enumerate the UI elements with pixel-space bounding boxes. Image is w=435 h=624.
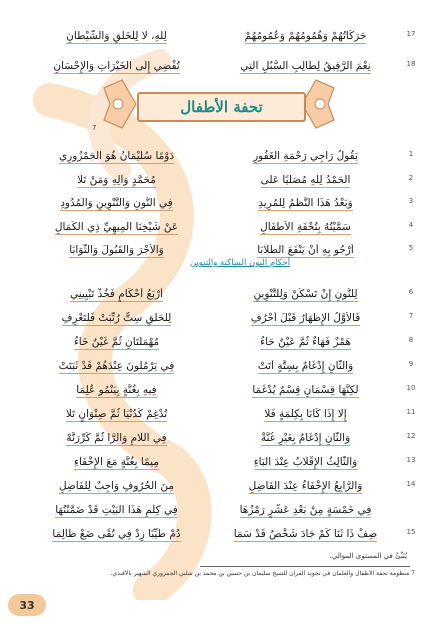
hemistich-text: هَمْزٌ فَهَاءٌ ثُمَّ عَيْنٌ حَاءُ [260,336,351,348]
hemistich-text: فِي كِلْمِ هَذَا الْبَيْتِ قَدْ ضَمَّنْتُهَا [55,504,178,516]
verse-second-hemistich [22,221,211,235]
hemistich-text: الْحَمْدُ لِلَّهِ مُصَلِّيًا عَلَى [260,173,351,186]
verse-first-hemistich [211,221,400,235]
hemistich-text: أَرْجُو بِهِ أَنْ يَنْفَعَ الطُّلَّابَا [257,244,354,256]
section-heading: أحكام النون الساكنة والتنوين [189,258,291,268]
verse-second-hemistich [22,174,211,188]
verse-number: 10 [406,384,416,392]
left-ornament-icon [100,76,138,132]
verse-first-hemistich [211,197,400,211]
verse-number: 4 [408,220,414,229]
hemistich-text: تُدْغِمْ كَدُنْيَا ثُمَّ صِنْوَانٍ تَلَا [65,408,168,420]
hemistich-text: مُهْمَلَتَانِ ثُمَّ غَيْنٌ خَاءُ [73,336,160,348]
hemistich-text: فِي اللَّامِ وَالرَّا ثُمَّ كَرِّرَنَّهْ [66,432,167,444]
verse-second-hemistich [22,456,211,470]
verse-row [22,428,416,450]
verse-second-hemistich [22,288,211,302]
verse-second-hemistich [22,336,211,350]
footnote: 7 منظومة تحفة الأطفال والغلمان في تجويد القرآن للشيخ سليمان بن حسين بن محمد بن شلبي الجمزوري الشهير بالأفندي. [110,570,415,577]
verse-second-hemistich [22,504,211,518]
verse-first-hemistich [211,480,400,494]
page-number: 33 [8,594,46,616]
verse-first-hemistich [211,150,400,164]
verse-first-hemistich [211,244,400,258]
verse-first-hemistich [211,456,400,470]
verse-number: 1 [408,150,414,158]
hemistich-text: وَالثَّانِ إِدْغَامٌ بِسِتَّةٍ أَتَتْ [257,360,354,372]
hemistich-text: مِيمًا بِغُنَّةٍ مَعَ الْإِخْفَاءِ [74,456,159,468]
verse-second-hemistich [22,312,211,326]
verse-row [22,284,414,306]
verse-row [22,500,400,522]
verse-row [22,217,414,239]
verse-number: 9 [408,360,414,368]
hemistich-text: مُحَمَّدٍ وَآلِهِ وَمَنْ تَلَا [77,173,156,186]
verse-number: 12 [406,432,416,440]
hemistich-text: إِلَّا إِذَا كَانَا بِكِلْمَةٍ فَلَا [264,408,347,420]
hemistich-text: وَالْأَجْرَ وَالْقَبُولَ وَالثَّوَابَا [69,244,164,256]
verse-second-hemistich [22,384,211,398]
hemistich-text: فَالْأَوَّلُ الْإِظْهَارُ قَبْلَ أَحْرُفِ [250,312,361,324]
verse-first-hemistich [211,504,400,518]
hemistich-text: حَرَكَاتُهُمْ وَهُمُومُهُمْ وَعُمُومُهُمْ [244,30,367,42]
verse-row [22,452,416,474]
hemistich-text: وَالرَّابِعُ الْإِخْفَاءُ عِنْدَ الْفَاضِلِ [248,480,363,492]
hemistich-text: نِعْمَ الرَّفِيقُ لِطَالِبِ السُّبُلِ الَّتِي [240,60,371,72]
hemistich-text: فِي النُّونِ وَالتَّنْوِينِ وَالْمُدُودِ [60,197,173,209]
verse-row [22,356,414,378]
verse-row [22,56,416,78]
hemistich-text: دُمْ طَيِّبًا زِدْ فِي تُقًى ضَعْ ظَالِمَا [52,528,181,540]
hemistich-text: يَقُولُ رَاجِي رَحْمَةِ الْغَفُورِ [253,150,358,162]
verse-second-hemistich [22,408,211,422]
verse-number: 5 [408,244,414,252]
verse-number: 11 [406,408,416,416]
verse-row [22,524,416,546]
verse-first-hemistich [211,30,400,44]
note-text: يُنَبِّئُ في المستوى الموالي. [329,552,407,560]
hemistich-text: وَبَعْدُ هَذَا النَّظْمُ لِلْمُرِيدِ [258,197,353,209]
hemistich-text: سَمَّيْتُهُ بِتُحْفَةِ الْأَطْفَالِ [260,220,351,233]
hemistich-text: لِلَّهِ، لَا لِلْخَلْقِ وَالشَّيْطَانِ [66,30,167,42]
verse-row [22,308,414,330]
verse-second-hemistich [22,30,211,44]
hemistich-text: مِنَ الْحُرُوفِ وَاجِبٌ لِلْفَاضِلِ [58,480,175,492]
verse-number: 18 [406,60,416,68]
verse-number: 14 [406,480,416,488]
verse-number: 3 [408,197,414,205]
hemistich-text: فِيهِ بِغُنَّةٍ بِيَنْمُو عُلِمَا [76,384,157,396]
verse-second-hemistich [22,480,211,494]
verse-first-hemistich [211,360,400,374]
verse-first-hemistich [211,312,400,326]
verse-second-hemistich [22,432,211,446]
verse-row [22,193,414,215]
hemistich-text: دَوْمًا سُلَيْمَانُ هُوَ الْجَمْزُورِي [58,150,175,162]
hemistich-text: لِلنُّونِ إِنْ تَسْكُنْ وَلِلتَّنْوِينِ [253,288,358,300]
verse-first-hemistich [211,174,400,188]
verse-second-hemistich [22,60,211,74]
verse-first-hemistich [211,384,400,398]
verse-second-hemistich [22,150,211,164]
hemistich-text: عَنْ شَيْخِنَا الْمِيهِيِّ ذِي الْكَمَالِ [54,220,179,233]
hemistich-text: فِي خَمْسَةٍ مِنْ بَعْدِ عَشْرٍ رَمْزُهَا [239,504,372,516]
hemistich-text: لَكِنَّهَا قِسْمَانِ قِسْمٌ يُدْغَمَا [252,384,359,396]
verse-first-hemistich [211,288,400,302]
verse-row [22,404,416,426]
verse-second-hemistich [22,197,211,211]
hemistich-text: تُفْضِي إِلَى الْخَيْرَاتِ وَالْإِحْسَانِ [53,60,180,72]
verse-second-hemistich [22,360,211,374]
verse-number: 2 [408,173,414,182]
verse-first-hemistich [211,336,400,350]
verse-number: 6 [408,288,414,296]
verse-number: 8 [408,336,414,344]
hemistich-text: صِفْ ذَا ثَنَا كَمْ جَادَ شَخْصٌ قَدْ سَمَا [233,528,378,540]
hemistich-text: وَالثَّالِثُ الْإِقْلَابُ عِنْدَ الْبَاءِ [253,456,358,468]
footnote-reference: 7 [92,124,97,132]
verse-number: 17 [406,30,416,38]
verse-row [22,26,416,48]
verse-row [22,332,414,354]
verse-first-hemistich [211,408,400,422]
verse-number: 7 [408,312,414,320]
hemistich-text: وَالثَّانِ إِدْغَامٌ بِغَيْرِ غُنَّةْ [260,432,351,444]
verse-row [22,476,416,498]
verse-second-hemistich [22,528,211,542]
verse-second-hemistich [22,244,211,258]
verse-number: 15 [406,528,416,536]
hemistich-text: فِي يَرْمُلُونَ عِنْدَهُمْ قَدْ ثَبَتَتْ [58,360,175,372]
verse-number: 13 [406,456,416,464]
footnote-divider [200,566,410,567]
hemistich-text: أَرْبَعُ أَحْكَامٍ فَخُذْ تَبْيِينِي [69,288,164,300]
verse-first-hemistich [211,60,400,74]
hemistich-text: لِلْحَلْقِ سِتٌّ رُتِّبَتْ فَلْتَعْرِفِ [61,312,172,324]
verse-first-hemistich [211,528,400,542]
verse-first-hemistich [211,432,400,446]
poem-title: تحفة الأطفال [137,92,306,122]
verse-row [22,380,416,402]
verse-row [22,146,414,168]
verse-row [22,170,414,192]
